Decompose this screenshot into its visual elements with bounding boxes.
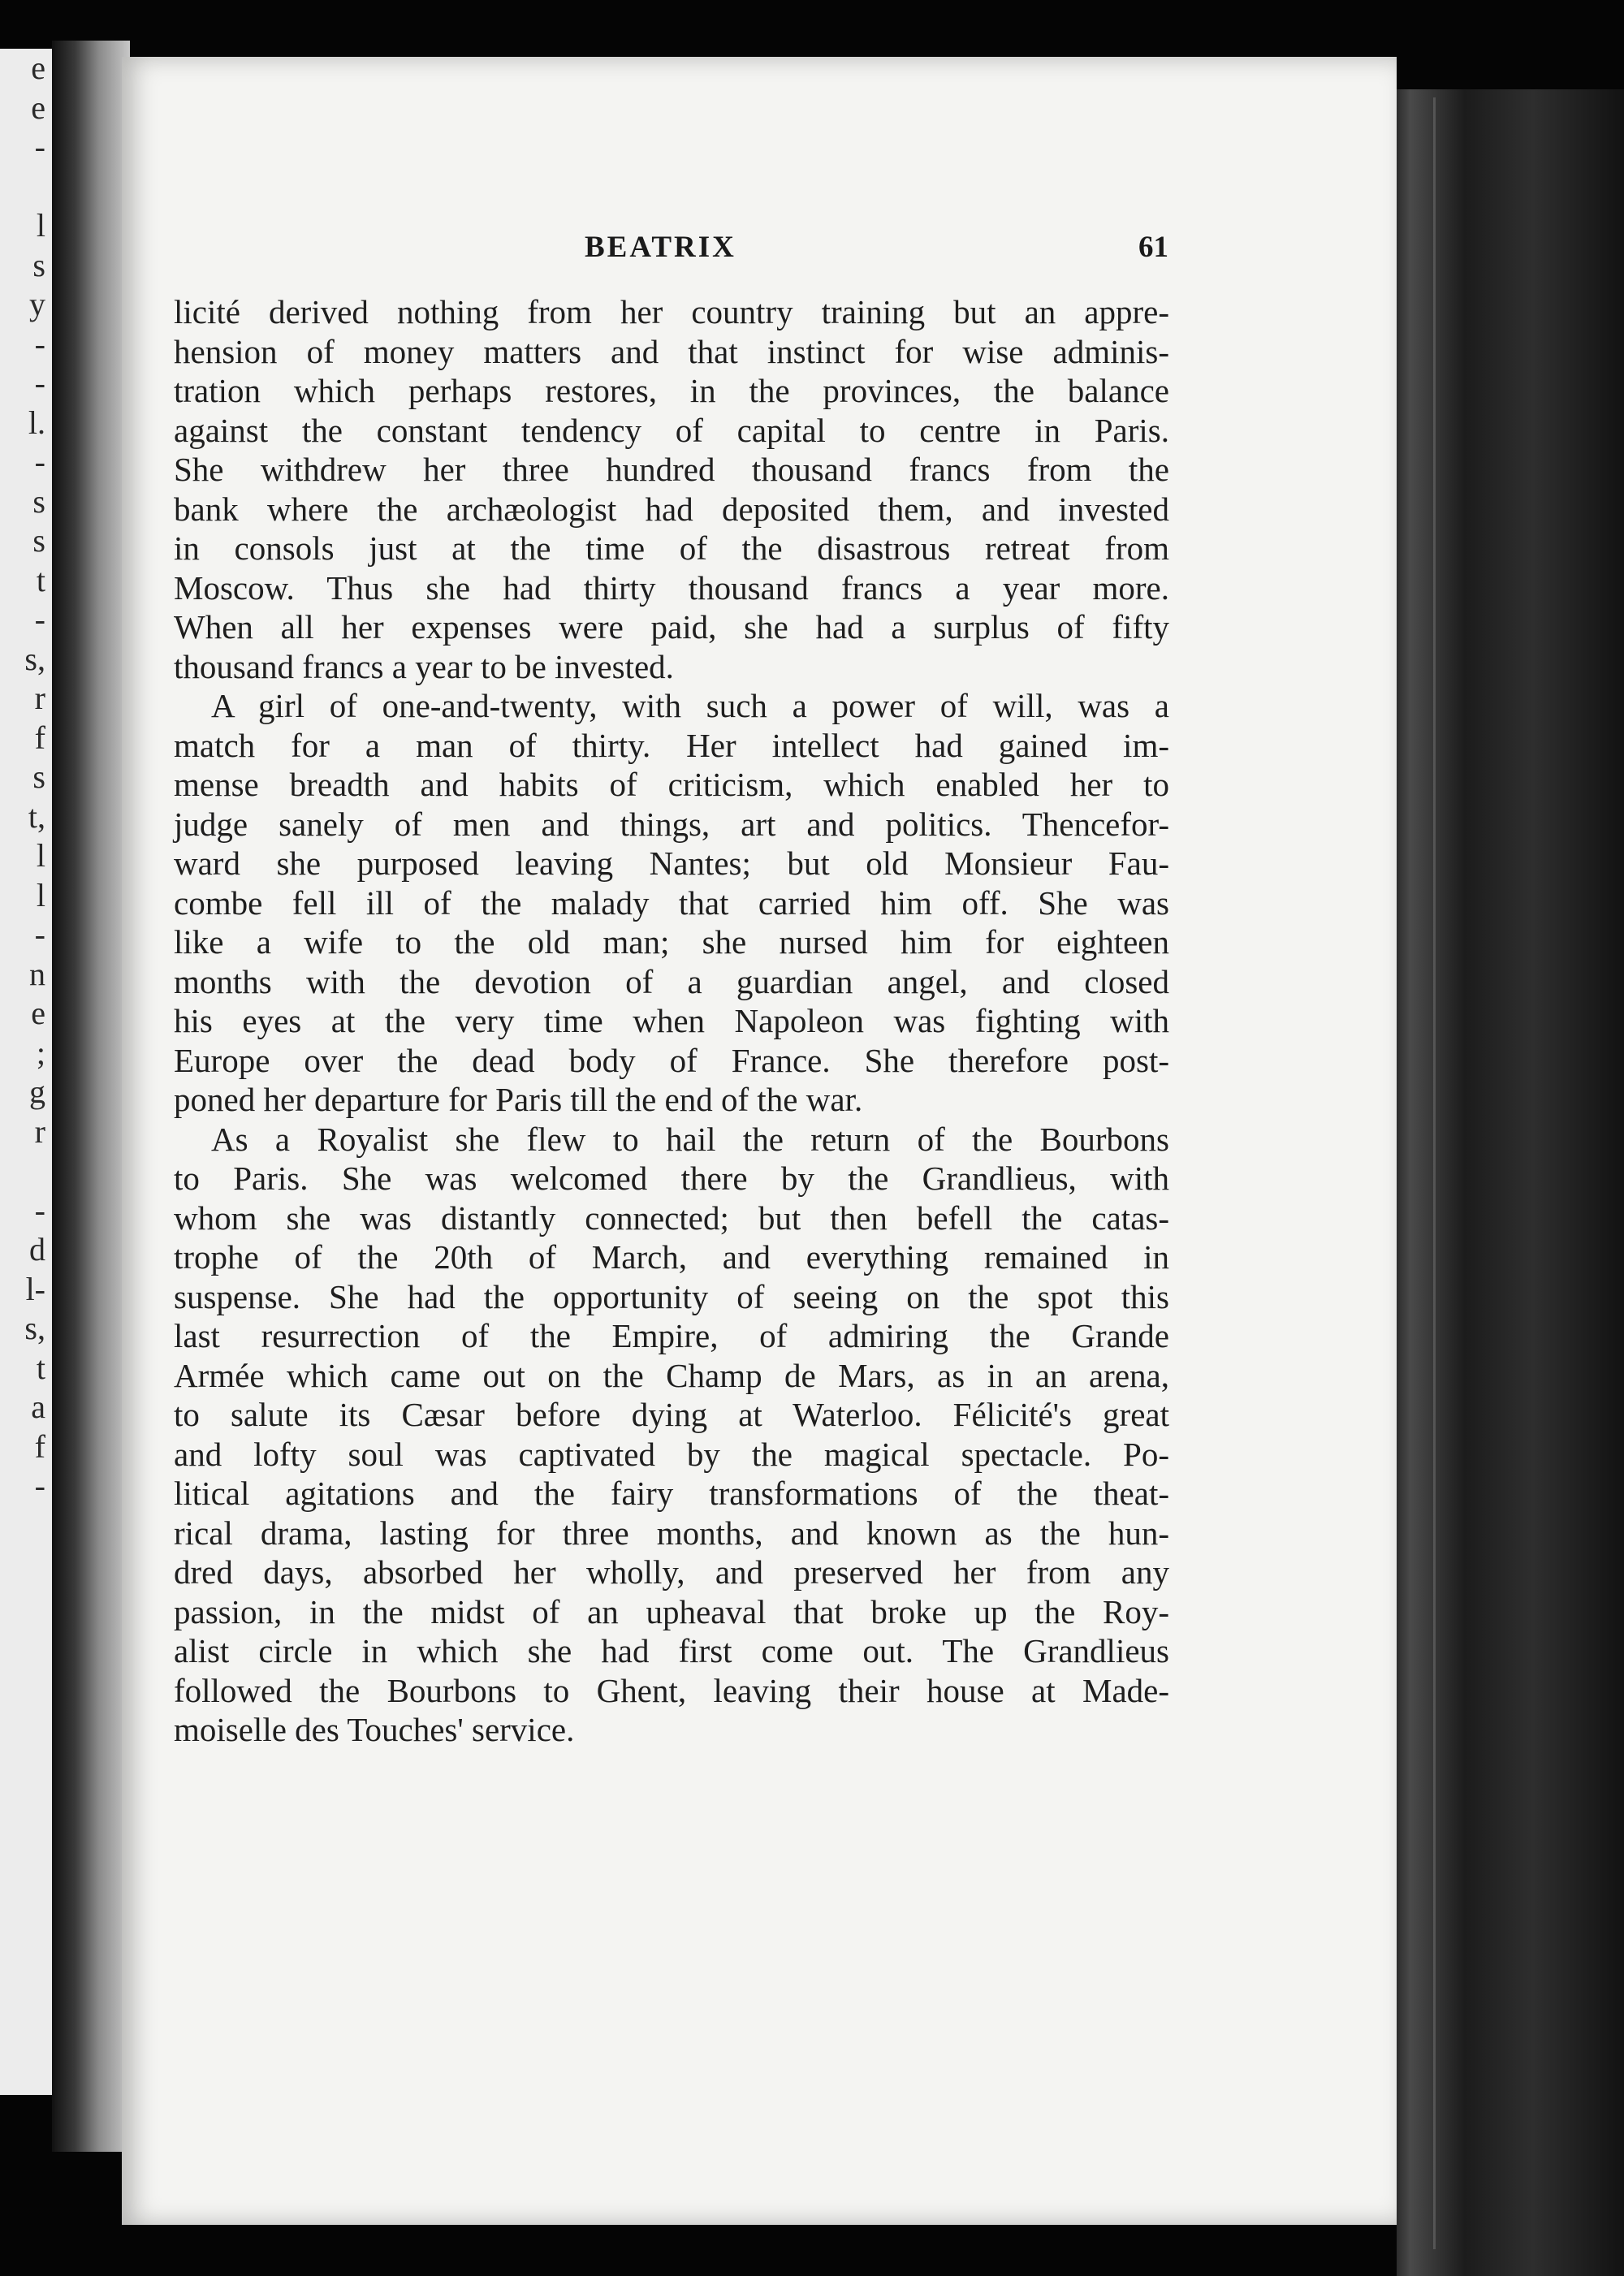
facing-page-char: r [34,680,45,716]
text-line: poned her departure for Paris till the end of the war. [174,1081,863,1118]
facing-page-char: d [29,1231,45,1268]
facing-page-char: - [34,128,45,165]
facing-page-char: a [31,1388,45,1425]
facing-page-line-endings [0,49,52,2095]
text-line: Europe over the dead body of France. She therefore post- [174,1041,1169,1079]
facing-page-char [0,167,52,207]
text-line: passion, in the midst of an upheaval that broke up the Roy- [174,1592,1169,1630]
facing-page-char: - [34,443,45,480]
text-line: thousand francs a year to be invested. [174,647,674,685]
text-line: match for a man of thirty. Her intellect had gained im- [174,726,1169,764]
facing-page-char: ; [36,1034,45,1071]
facing-page-char: e [31,50,45,86]
text-line: bank where the archæologist had deposited them, and invested [174,490,1169,528]
facing-page-char: t [36,1349,45,1386]
page-number: 61 [1138,231,1168,264]
text-line: last resurrection of the Empire, of admiring the Grande [174,1317,1169,1354]
facing-page-char: r [34,1112,45,1150]
text-line: ward she purposed leaving Nantes; but old Monsieur Fau- [174,844,1169,882]
body-text [174,292,1169,1750]
facing-page-char: l- [25,1270,45,1307]
text-line: alist circle in which she had first come out. The Grandlieus [174,1632,1169,1669]
text-line: licité derived nothing from her country training but an appre- [174,293,1169,330]
text-line: moiselle des Touches' service. [174,1711,575,1748]
paragraph [174,1120,1169,1750]
facing-page-char: s [32,758,45,795]
facing-page-char: l [36,876,45,913]
text-line: against the constant tendency of capital to centre in Paris. [174,411,1169,449]
facing-page-char: s [32,522,45,559]
facing-page-char [0,1151,52,1191]
text-line: followed the Bourbons to Ghent, leaving their house at Made- [174,1671,1169,1709]
text-line: trophe of the 20th of March, and everything remained in [174,1238,1169,1276]
page-edges [1397,89,1624,2276]
text-line: She withdrew her three hundred thousand francs from the [174,451,1169,488]
text-line: months with the devotion of a guardian angel, and closed [174,962,1169,1000]
facing-page-char: - [34,1191,45,1229]
text-line: litical agitations and the fairy transformations of the theat- [174,1475,1169,1512]
facing-page-char: - [34,365,45,401]
text-line: rical drama, lasting for three months, and known as the hun- [174,1514,1169,1552]
facing-page-char: f [34,719,45,756]
facing-page-char: s, [24,1310,45,1346]
text-line: When all her expenses were paid, she had a surplus of fifty [174,608,1169,646]
text-line: and lofty soul was captivated by the magical spectacle. Po- [174,1435,1169,1473]
text-line: tration which perhaps restores, in the provinces, the balance [174,372,1169,409]
paragraph [174,686,1169,1120]
facing-page-char: s [32,482,45,520]
facing-page-char: - [34,1467,45,1504]
page-edge-highlight [1433,97,1436,2249]
facing-page-char: t, [28,797,45,835]
facing-page-char: y [29,286,45,322]
text-line: As a Royalist she flew to hail the return of the Bourbons [211,1120,1169,1158]
facing-page-fragment [0,49,52,2095]
text-line: in consols just at the time of the disastrous retreat from [174,529,1169,567]
text-line: to salute its Cæsar before dying at Waterloo. Félicité's great [174,1396,1169,1433]
facing-page-char: l [36,837,45,874]
text-line: A girl of one-and-twenty, with such a power of will, was a [211,687,1169,724]
text-line: hension of money matters and that instinct for wise adminis- [174,332,1169,370]
facing-page-char: f [34,1427,45,1465]
facing-page-char: - [34,601,45,637]
facing-page-char: e [31,89,45,126]
facing-page-char: n [29,955,45,992]
facing-page-char: l. [28,404,45,441]
text-line: like a wife to the old man; she nursed him for eighteen [174,923,1169,961]
text-line: mense breadth and habits of criticism, which enabled her to [174,766,1169,803]
text-line: Armée which came out on the Champ de Mars, as in an arena, [174,1356,1169,1394]
facing-page-char: g [29,1073,45,1110]
facing-page-char: l [36,207,45,244]
text-line: judge sanely of men and things, art and politics. Thencefor- [174,805,1169,843]
facing-page-char: s [32,246,45,283]
facing-page-char: - [34,916,45,952]
text-line: his eyes at the very time when Napoleon was fighting with [174,1002,1169,1039]
text-line: whom she was distantly connected; but then befell the catas- [174,1198,1169,1237]
facing-page-char: s, [24,640,45,677]
text-line: dred days, absorbed her wholly, and preserved her from any [174,1553,1169,1591]
book-gutter [52,41,130,2152]
text-line: to Paris. She was welcomed there by the Grandlieus, with [174,1160,1169,1197]
running-title: BEATRIX [585,231,736,264]
text-line: Moscow. Thus she had thirty thousand francs a year more. [174,568,1169,607]
facing-page-char: e [31,995,45,1031]
facing-page-char: - [34,325,45,362]
facing-page-char: t [36,561,45,598]
paragraph [174,292,1169,686]
text-line: combe fell ill of the malady that carried him off. She was [174,883,1169,922]
text-line: suspense. She had the opportunity of seeing on the spot this [174,1277,1169,1315]
